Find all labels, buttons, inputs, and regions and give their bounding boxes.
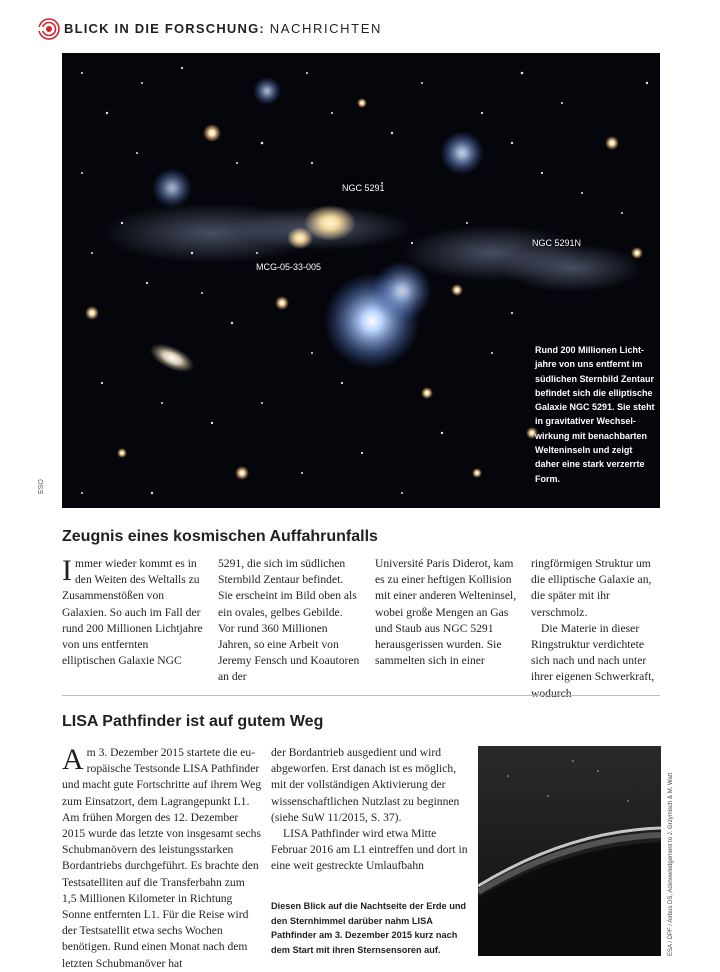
column-text: der Bordantrieb ausgedient und wird abgeworfen. Erst danach ist es möglich, mit der vollständigen Aktivierung der wissenschaftlichen Nutzlast zu beginnen (siehe SuW 11/2015, S. 37). — [271, 746, 460, 824]
article-title: Zeugnis eines kosmischen Auffahrunfalls — [62, 528, 378, 545]
article1-column-4 — [531, 556, 663, 702]
column-text: 5291, die sich im südlichen Sternbild Zentaur befindet. Sie erscheint im Bild oben als ein ovales, gelbes Gebilde. Vor rund 360 Millionen Jahren, so eine Arbeit von Jeremy Fensch und Koautoren an der — [218, 557, 360, 684]
label-mcg: MCG-05-33-005 — [256, 262, 322, 272]
column-text: mmer wieder kommt es in den Weiten des Weltalls zu Zusammenstößen von Galaxien. So auch im Fall der rund 200 Millionen Lichtjahre von uns entfernten elliptischen Galaxie NGC — [62, 557, 203, 668]
photo-caption: Diesen Blick auf die Nachtseite der Erde und den Sternhimmel darüber nahm LISA Pathfinder am 3. Dezember 2015 kurz nach dem Start mit ihren Sternsensoren auf. — [271, 901, 467, 955]
article1-column-2 — [218, 556, 360, 686]
hero-caption: Rund 200 Millionen Lichtjahre von uns entfernt im südlichen Sternbild Zentaur befindet sich die elliptische Galaxie NGC 5291. Sie steht in gravitativer Wechselwirkung mit benachbarten Welteninseln und zeigt daher eine stark verzerrte Form. — [535, 345, 655, 484]
article1-column-1 — [62, 556, 204, 669]
earth-horizon-graphic — [478, 746, 661, 956]
galaxy-image — [62, 53, 660, 508]
section-logo-icon — [38, 18, 60, 40]
section-subtitle: NACHRICHTEN — [269, 21, 382, 36]
label-ngc5291n: NGC 5291N — [532, 238, 582, 248]
article2-column-1 — [62, 745, 262, 972]
photo-credit: ESA / DPF / Airbus DS, Acknowledgement to J. Grzymisch & M. Watt — [668, 772, 674, 956]
earth-horizon-photo — [478, 746, 661, 956]
dropcap: A — [62, 743, 84, 776]
article-title: LISA Pathfinder ist auf gutem Weg — [62, 713, 324, 730]
dropcap: I — [62, 554, 72, 587]
section-header — [64, 21, 382, 36]
column-text: ringförmigen Struktur um die elliptische Galaxie an, die später mit ihr verschmolz. — [531, 557, 652, 619]
column-text: Université Paris Diderot, kam es zu einer heftigen Kollision mit einer anderen Welteninsel, wobei große Mengen an Gas und Staub aus NGC 5291 herausgerissen wurden. Sie sammelten sich in einer — [375, 557, 517, 668]
image-credit: ESO — [38, 479, 45, 494]
label-ngc5291: NGC 5291 — [342, 183, 385, 193]
article2-column-2 — [271, 745, 471, 875]
section-title: BLICK IN DIE FORSCHUNG: — [64, 21, 265, 36]
divider — [62, 695, 660, 696]
column-text: m 3. Dezember 2015 startete die europäische Testsonde LISA Pathfinder und macht gute Fortschritte auf ihrem Weg zum Einsatzort, dem Lagrangepunkt L1. Am frühen Morgen des 12. Dezember 2015 wurde das letzte von insgesamt sechs Schubmanövern des leistungsstarken Bordantriebs durchgeführt. Es brachte den Testsatelliten auf die Transferbahn zum 1,5 Millionen Kilometer in Richtung Sonne entfernten L1. Für die Reise wird der Testsatellit etwa sechs Wochen benötigen. Rund einen Monat nach dem letzten Schubmanöver hat — [62, 746, 262, 970]
column-text: LISA Pathfinder wird etwa Mitte Februar 2016 am L1 eintreffen und dort in eine weit gestreckte Umlaufbahn — [271, 827, 468, 873]
column-text: Die Materie in dieser Ringstruktur verdichtete sich nach und nach unter ihrer eigenen Schwerkraft, wodurch — [531, 621, 655, 700]
article1-column-3 — [375, 556, 517, 669]
